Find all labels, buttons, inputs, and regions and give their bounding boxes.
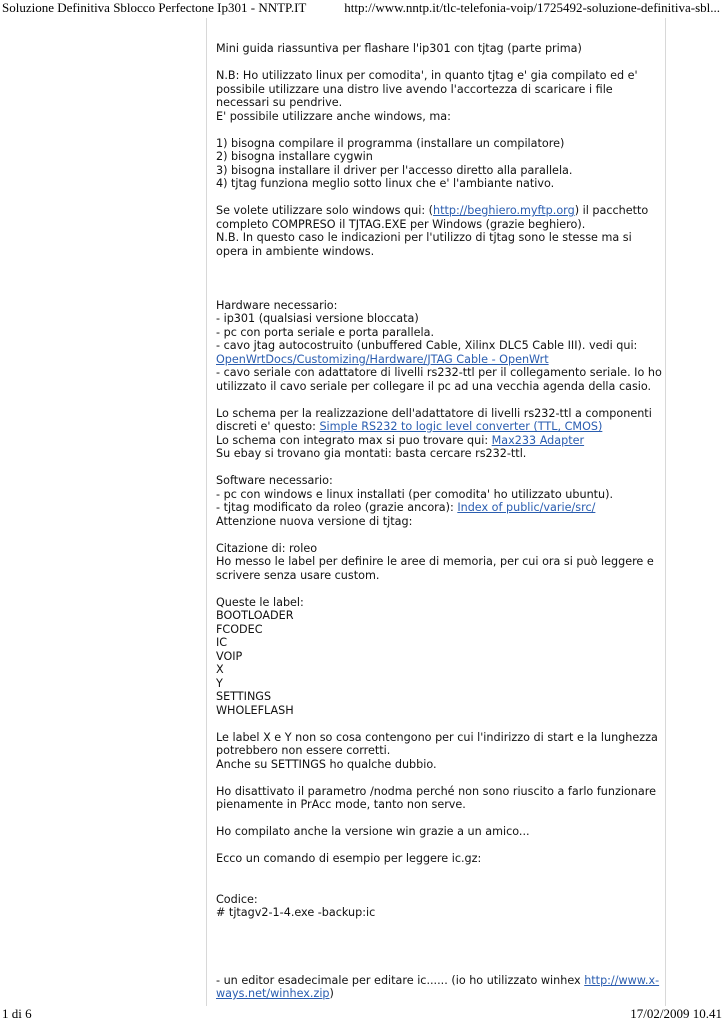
nodma-note: Ho disattivato il parametro /nodma perché non sono riuscito a farlo funzionare pienamente in PrAcc mode, tanto non serve. xyxy=(216,784,656,811)
page-counter: 1 di 6 xyxy=(2,1006,32,1021)
hardware-item-3-linkline xyxy=(216,353,664,367)
hardware-item-2: - pc con porta seriale e porta parallela. xyxy=(216,325,435,339)
openwrt-jtag-link[interactable]: OpenWrtDocs/Customizing/Hardware/JTAG Cable - OpenWrt xyxy=(216,352,549,366)
step-2: 2) bisogna installare cygwin xyxy=(216,150,373,163)
code-label: Codice: xyxy=(216,892,258,906)
windows-intro: E' possibile utilizzare anche windows, ma: xyxy=(216,109,451,123)
rs232-converter-link[interactable]: Simple RS232 to logic level converter (TTL, CMOS) xyxy=(319,420,603,433)
label-item: VOIP xyxy=(216,649,243,663)
labels-title: Queste le label: xyxy=(216,595,304,609)
code-block: # tjtagv2-1-4.exe -backup:ic xyxy=(216,906,376,919)
hex-editor-item: - un editor esadecimale per editare ic...... (io ho utilizzato winhex http://www.x-ways.net/winhex.zip) xyxy=(216,973,660,1000)
nb-windows: N.B. In questo caso le indicazioni per l'utilizzo di tjtag sono le stesse ma si opera in ambiente windows. xyxy=(216,231,632,258)
ebay-note: Su ebay si trovano gia montati: basta cercare rs232-ttl. xyxy=(216,447,527,460)
page-title: Soluzione Definitiva Sblocco Perfectone Ip301 - NNTP.IT xyxy=(2,0,307,15)
hardware-item-1: - ip301 (qualsiasi versione bloccata) xyxy=(216,312,419,325)
post-body xyxy=(216,42,664,1000)
label-item: X xyxy=(216,663,224,676)
label-item: Y xyxy=(216,676,223,690)
column-border-right xyxy=(665,18,666,1006)
software-title: Software necessario: xyxy=(216,474,333,487)
win-compiled-note: Ho compilato anche la versione win grazie a un amico... xyxy=(216,825,530,838)
beghiero-link[interactable]: http://beghiero.myftp.org xyxy=(433,204,575,217)
label-item: FCODEC xyxy=(216,622,263,636)
hardware-item-4: - cavo seriale con adattatore di livelli rs232-ttl per il collegamento seriale. Io ho utilizzato il cavo seriale per collegare il pc ad una vecchia agenda della casio. xyxy=(216,366,662,393)
settings-note: Anche su SETTINGS ho qualche dubbio. xyxy=(216,757,437,771)
hardware-title: Hardware necessario: xyxy=(216,298,338,312)
example-intro: Ecco un comando di esempio per leggere ic.gz: xyxy=(216,852,482,865)
software-item-1: - pc con windows e linux installati (per comodita' ho utilizzato ubuntu). xyxy=(216,487,614,501)
xy-note: Le label X e Y non so cosa contengono per cui l'indirizzo di start e la lunghezza potrebbero non essere corretti. xyxy=(216,730,658,757)
tjtag-src-link[interactable]: Index of public/varie/src/ xyxy=(457,501,596,514)
print-header xyxy=(0,0,724,16)
label-item: IC xyxy=(216,636,228,649)
winhex-link[interactable]: http://www.x-ways.net/winhex.zip xyxy=(216,973,660,1000)
step-4: 4) tjtag funziona meglio sotto linux che e' l'ambiante nativo. xyxy=(216,177,555,190)
print-datetime: 17/02/2009 10.41 xyxy=(630,1006,722,1021)
post-title: Mini guida riassuntiva per flashare l'ip301 con tjtag (parte prima) xyxy=(216,42,582,55)
label-item: BOOTLOADER xyxy=(216,609,294,622)
schema-max: Lo schema con integrato max si puo trovare qui: Max233 Adapter xyxy=(216,433,585,447)
step-3: 3) bisogna installare il driver per l'accesso diretto alla parallela. xyxy=(216,163,573,177)
nb-linux: N.B: Ho utilizzato linux per comodita', in quanto tjtag e' gia compilato ed e' possibile utilizzare una distro live avendo l'accortezza di scaricare i file necessari su pendrive. xyxy=(216,69,638,109)
windows-package: Se volete utilizzare solo windows qui: (http://beghiero.myftp.org) il pacchetto completo COMPRESO il TJTAG.EXE per Windows (grazie beghiero). xyxy=(216,204,649,231)
hardware-item-3: - cavo jtag autocostruito (unbuffered Cable, Xilinx DLC5 Cable III). vedi qui: xyxy=(216,339,638,352)
label-item: WHOLEFLASH xyxy=(216,703,294,717)
schema-discrete: Lo schema per la realizzazione dell'adattatore di livelli rs232-ttl a componenti discreti e' questo: Simple RS232 to logic level converter (TTL, CMOS) xyxy=(216,406,652,433)
page-url: http://www.nntp.it/tlc-telefonia-voip/1725492-soluzione-definitiva-sbl... xyxy=(344,0,720,15)
quote-body: Ho messo le label per definire le aree di memoria, per cui ora si può leggere e scrivere senza usare custom. xyxy=(216,555,654,582)
max233-link[interactable]: Max233 Adapter xyxy=(491,433,585,447)
software-item-3: Attenzione nuova versione di tjtag: xyxy=(216,514,413,528)
column-border-left xyxy=(206,18,207,1006)
label-item: SETTINGS xyxy=(216,690,272,703)
step-1: 1) bisogna compilare il programma (installare un compilatore) xyxy=(216,136,565,150)
software-item-2: - tjtag modificato da roleo (grazie ancora): Index of public/varie/src/ xyxy=(216,501,596,514)
print-footer xyxy=(0,1006,724,1024)
quote-title: Citazione di: roleo xyxy=(216,541,318,555)
